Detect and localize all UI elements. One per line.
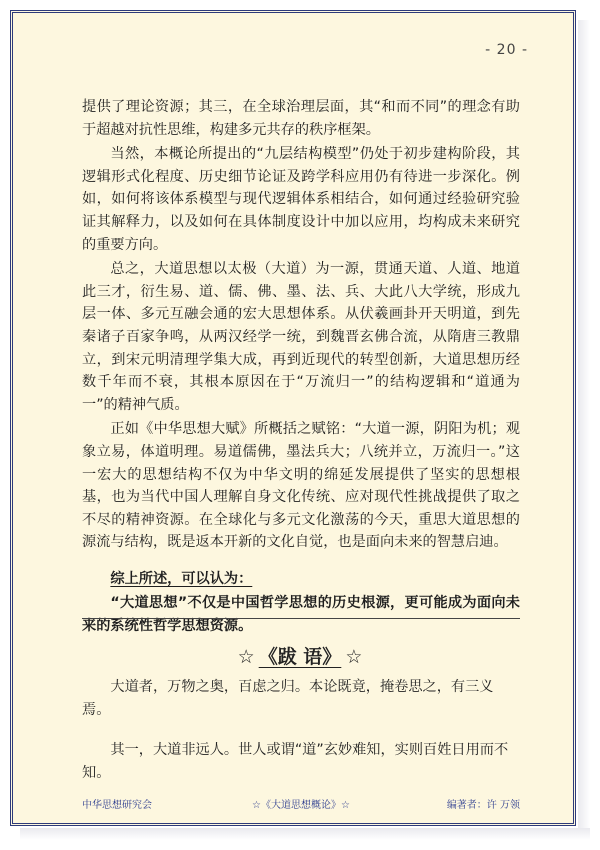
paragraph-limitations: 当然，本概论所提出的“九层结构模型”仍处于初步建构阶段，其逻辑形式化程度、历史细节论证及跨学科应用仍有待进一步深化。例如，如何将该体系模型与现代逻辑体系相结合，如何通过经验研究验证其解释力，以及如何在具体制度设计中加以应用，均构成未来研究的重要方向。 [82,146,520,253]
afterword-paragraph: 其一，大道非远人。世人或谓“道”玄妙难知，实则百姓日用而不知。 [82,742,509,781]
afterword-title [0,642,600,669]
star-icon: ☆ [237,646,255,668]
page-footer [82,796,520,812]
section-divider [82,618,520,619]
page-shadow-right [578,20,590,832]
summary-heading: 综上所述，可以认为： [110,570,253,587]
page-number: - 20 - [485,42,528,58]
afterword-paragraph: 大道者，万物之奥，百虑之归。本论既竟，掩卷思之，有三义焉。 [82,679,494,718]
page-shadow-bottom [20,828,590,840]
afterword-text [82,676,520,802]
footer-book-title: ☆《大道思想概论》☆ [252,800,350,811]
footer-author: 编著者：许 万领 [446,800,520,811]
afterword-title-text: 《跋 语》 [258,646,342,668]
star-icon: ☆ [345,646,363,668]
summary-block [82,568,520,638]
paragraph-fu-inscription: 正如《中华思想大赋》所概括之赋铭：“大道一源，阴阳为机；观象立易，体道明理。易道儒佛，墨法兵大；八统并立，万流归一。”这一宏大的思想结构不仅为中华文明的绵延发展提供了坚实的思想根基，也为当代中国人理解自身文化传统、应对现代性挑战提供了取之不尽的精神资源。在全球化与多元文化激荡的今天，重思大道思想的源流与结构，既是返本开新的文化自觉，也是面向未来的智慧启迪。 [82,421,520,551]
summary-body: “大道思想”不仅是中国哲学思想的历史根源，更可能成为面向未来的系统性哲学思想资源。 [82,595,520,635]
footer-organization: 中华思想研究会 [82,800,152,811]
paragraph-conclusion: 总之，大道思想以太极（大道）为一源，贯通天道、人道、地道此三才，衍生易、道、儒、佛、墨、法、兵、大此八大学统，形成九层一体、多元互融会通的宏大思想体系。从伏羲画卦开天明道，到先秦诸子百家争鸣，从两汉经学一统，到魏晋玄佛合流，从隋唐三教鼎立，到宋元明清理学集大成，再到近现代的转型创新，大道思想历经数千年而不衰，其根本原因在于“万流归一”的结构逻辑和“道通为一”的精神气质。 [82,261,520,413]
paragraph-continuation: 提供了理论资源；其三，在全球治理层面，其“和而不同”的理念有助于超越对抗性思维，构建多元共存的秩序框架。 [82,99,520,138]
body-text [82,96,520,640]
